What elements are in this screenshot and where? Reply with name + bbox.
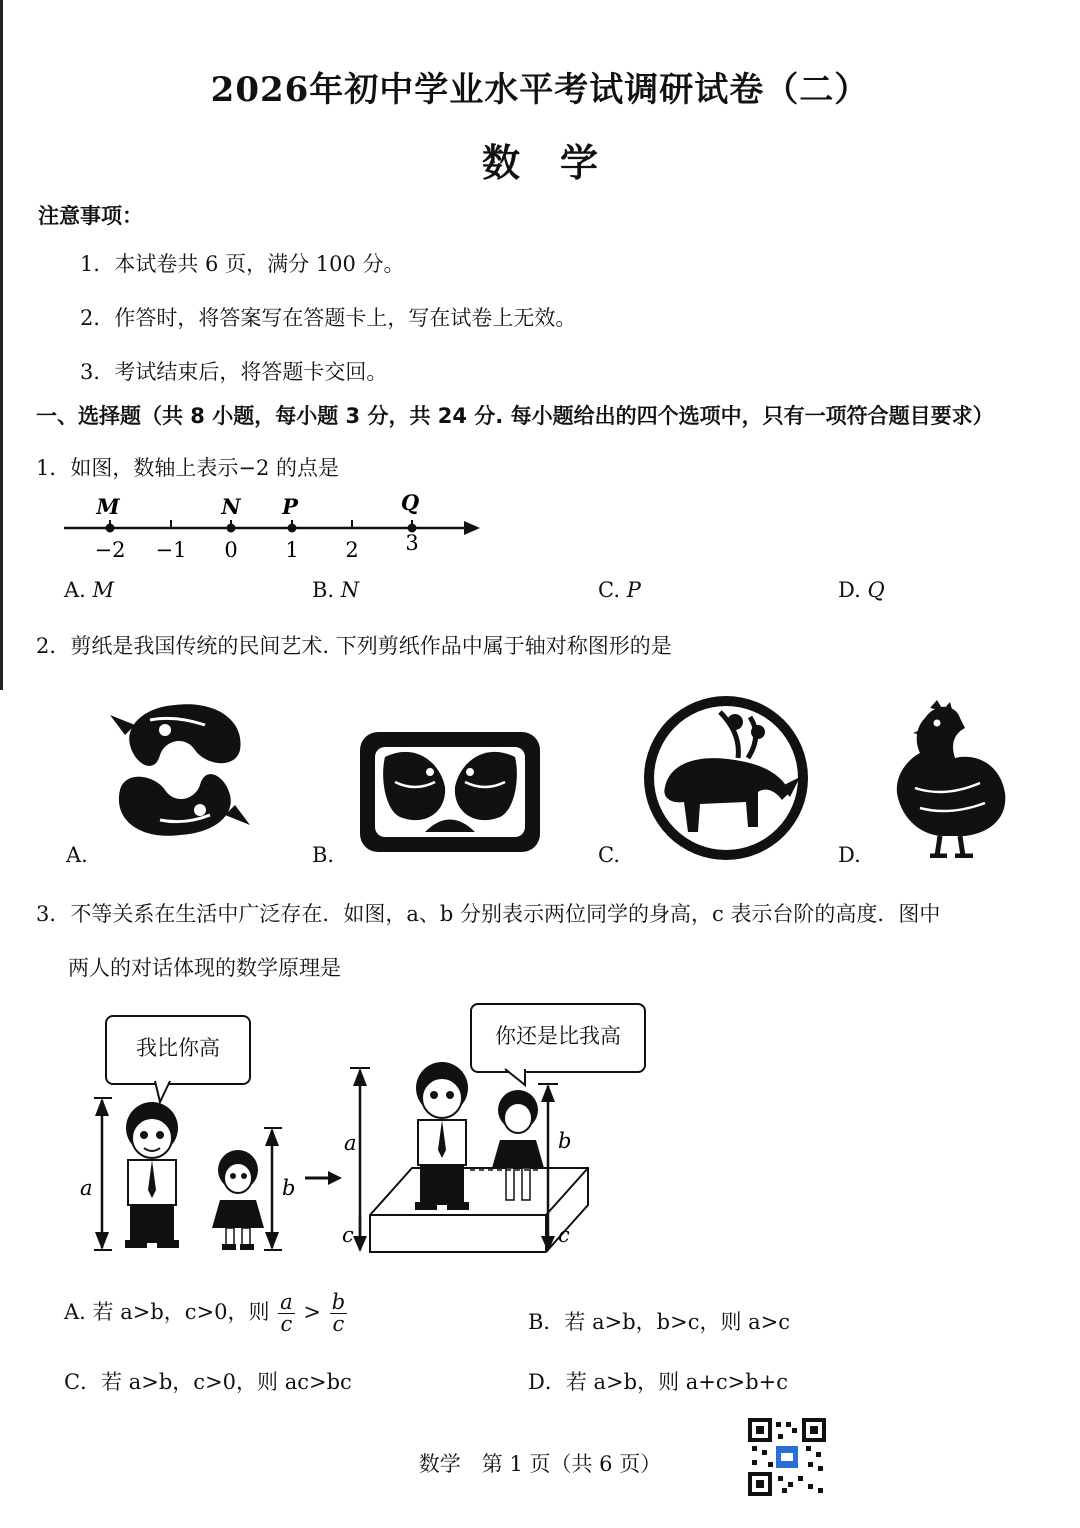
q1-option-a[interactable]: A. M <box>64 578 115 602</box>
q1-option-c[interactable]: C. P <box>598 578 641 602</box>
q3-option-d[interactable]: D．若 a>b，则 a+c>b+c <box>528 1370 789 1394</box>
label-c-left: c <box>342 1223 354 1247</box>
q2-option-c-label[interactable]: C. <box>598 843 620 867</box>
q1-stem: 1．如图，数轴上表示−2 的点是 <box>36 456 339 480</box>
boy-figure-left <box>125 1102 179 1248</box>
label-b-right: b <box>558 1129 572 1153</box>
point-n-label: N <box>221 494 241 519</box>
papercut-fish-image-b[interactable] <box>355 722 545 857</box>
section-1-heading: 一、选择题（共 8 小题，每小题 3 分，共 24 分. 每小题给出的四个选项中，只有一项符合题目要求） <box>36 404 994 428</box>
tick-label: 2 <box>345 538 359 562</box>
point-m-label: M <box>96 494 120 519</box>
q3-option-a[interactable]: A. 若 a>b，c>0，则 $\frac{a}{c}$ > $\frac{b}{c}$ <box>64 1290 346 1336</box>
exam-title: 2026年初中学业水平考试调研试卷（二） <box>210 70 870 110</box>
label-c-right: c <box>558 1223 570 1247</box>
label-a-right: a <box>344 1131 357 1155</box>
q3-option-b[interactable]: B．若 a>b，b>c，则 a>c <box>528 1310 791 1334</box>
girl-figure-left <box>212 1150 264 1250</box>
q3-stem-line-2: 两人的对话体现的数学原理是 <box>68 956 341 980</box>
q1-option-b[interactable]: B. N <box>312 578 360 602</box>
tick-label: 3 <box>405 531 419 555</box>
fraction-b-over-c: $\frac{b}{c}$ <box>331 1290 346 1336</box>
papercut-ox-image-c[interactable] <box>640 692 812 864</box>
point-p-dot <box>288 524 297 533</box>
speech-bubble-left: 我比你高 <box>105 1015 251 1085</box>
boy-figure-right <box>415 1062 469 1210</box>
notice-item-3: 3．考试结束后，将答题卡交回。 <box>80 360 388 384</box>
point-m-dot <box>106 524 115 533</box>
qr-code-icon <box>748 1418 826 1496</box>
q3-figure <box>70 1060 630 1260</box>
point-q-label: Q <box>400 490 420 515</box>
q2-option-a-label[interactable]: A. <box>66 843 88 867</box>
label-b-left: b <box>282 1176 296 1200</box>
subject-title: 数学 <box>481 140 638 185</box>
tick-label: −1 <box>155 538 187 562</box>
q1-number-line <box>60 490 490 565</box>
speech-bubble-right: 你还是比我高 <box>470 1003 646 1073</box>
axis-arrow-icon <box>464 521 480 535</box>
tick-label: −2 <box>94 538 126 562</box>
q2-option-d-label[interactable]: D. <box>838 843 861 867</box>
point-n-dot <box>227 524 236 533</box>
step-box <box>370 1168 588 1252</box>
q3-stem-line-1: 3．不等关系在生活中广泛存在．如图，a、b 分别表示两位同学的身高，c 表示台阶的高度．图中 <box>36 902 941 926</box>
papercut-fish-image-a[interactable] <box>105 695 255 845</box>
q1-option-d[interactable]: D. Q <box>838 578 885 602</box>
label-a-left: a <box>80 1176 93 1200</box>
q3-option-c[interactable]: C．若 a>b，c>0，则 ac>bc <box>64 1370 352 1394</box>
notice-item-2: 2．作答时，将答案写在答题卡上，写在试卷上无效。 <box>80 306 577 330</box>
papercut-rooster-image-d[interactable] <box>885 698 1010 858</box>
q2-option-b-label[interactable]: B. <box>312 843 335 867</box>
q2-stem: 2．剪纸是我国传统的民间艺术. 下列剪纸作品中属于轴对称图形的是 <box>36 634 672 658</box>
page-footer: 数学 第 1 页（共 6 页） <box>418 1452 662 1476</box>
point-p-label: P <box>282 494 298 519</box>
fraction-a-over-c: $\frac{a}{c}$ <box>280 1290 293 1336</box>
notice-item-1: 1．本试卷共 6 页，满分 100 分。 <box>80 252 405 276</box>
notice-heading: 注意事项： <box>38 204 143 228</box>
tick-label: 0 <box>224 538 238 562</box>
tick-label: 1 <box>285 538 299 562</box>
